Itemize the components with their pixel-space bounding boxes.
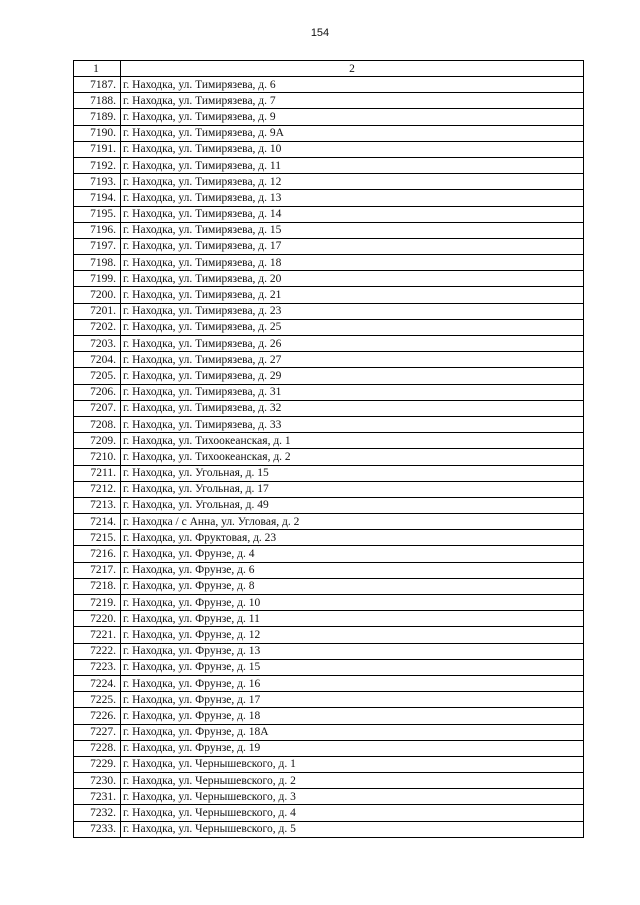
address-cell: г. Находка, ул. Фрунзе, д. 10: [121, 595, 584, 611]
table-body: [74, 61, 584, 838]
table-row: [74, 805, 584, 821]
row-number-cell: 7217.: [74, 562, 121, 578]
table-row: [74, 174, 584, 190]
row-number-cell: 7196.: [74, 222, 121, 238]
table-row: [74, 109, 584, 125]
table-row: [74, 416, 584, 432]
address-cell: г. Находка, ул. Чернышевского, д. 1: [121, 756, 584, 772]
row-number-cell: 7210.: [74, 449, 121, 465]
table-row: [74, 384, 584, 400]
table-row: [74, 497, 584, 513]
row-number-cell: 7203.: [74, 336, 121, 352]
address-cell: г. Находка, ул. Фрунзе, д. 19: [121, 740, 584, 756]
page-number: 154: [310, 27, 330, 39]
address-cell: г. Находка, ул. Фрунзе, д. 8: [121, 578, 584, 594]
table-row: [74, 708, 584, 724]
address-cell: г. Находка, ул. Тимирязева, д. 9А: [121, 125, 584, 141]
address-cell: г. Находка, ул. Тимирязева, д. 25: [121, 319, 584, 335]
address-cell: г. Находка, ул. Угольная, д. 49: [121, 497, 584, 513]
address-cell: г. Находка, ул. Фрунзе, д. 15: [121, 659, 584, 675]
table-row: [74, 433, 584, 449]
table-row: [74, 141, 584, 157]
table-row: [74, 659, 584, 675]
address-cell: г. Находка, ул. Тимирязева, д. 18: [121, 255, 584, 271]
address-cell: г. Находка, ул. Тимирязева, д. 10: [121, 141, 584, 157]
row-number-cell: 7233.: [74, 821, 121, 837]
table-row: [74, 481, 584, 497]
table-row: [74, 789, 584, 805]
row-number-cell: 7211.: [74, 465, 121, 481]
table-row: [74, 514, 584, 530]
address-cell: г. Находка, ул. Тимирязева, д. 17: [121, 238, 584, 254]
row-number-cell: 7200.: [74, 287, 121, 303]
row-number-cell: 7201.: [74, 303, 121, 319]
address-cell: г. Находка, ул. Тимирязева, д. 29: [121, 368, 584, 384]
address-cell: г. Находка, ул. Чернышевского, д. 3: [121, 789, 584, 805]
row-number-cell: 7197.: [74, 238, 121, 254]
column-header-address: 2: [121, 61, 584, 77]
address-cell: г. Находка, ул. Тимирязева, д. 20: [121, 271, 584, 287]
table-row: [74, 692, 584, 708]
row-number-cell: 7228.: [74, 740, 121, 756]
table-row: [74, 724, 584, 740]
row-number-cell: 7218.: [74, 578, 121, 594]
address-cell: г. Находка, ул. Тимирязева, д. 23: [121, 303, 584, 319]
address-cell: г. Находка, ул. Чернышевского, д. 5: [121, 821, 584, 837]
address-cell: г. Находка, ул. Тихоокеанская, д. 1: [121, 433, 584, 449]
table-row: [74, 821, 584, 837]
table-row: [74, 352, 584, 368]
address-cell: г. Находка, ул. Фрунзе, д. 4: [121, 546, 584, 562]
table-row: [74, 303, 584, 319]
table-row: [74, 578, 584, 594]
row-number-cell: 7225.: [74, 692, 121, 708]
row-number-cell: 7220.: [74, 611, 121, 627]
row-number-cell: 7195.: [74, 206, 121, 222]
row-number-cell: 7230.: [74, 773, 121, 789]
address-cell: г. Находка, ул. Тимирязева, д. 12: [121, 174, 584, 190]
row-number-cell: 7222.: [74, 643, 121, 659]
row-number-cell: 7232.: [74, 805, 121, 821]
table-row: [74, 271, 584, 287]
table-row: [74, 125, 584, 141]
row-number-cell: 7227.: [74, 724, 121, 740]
table-row: [74, 595, 584, 611]
table-row: [74, 756, 584, 772]
row-number-cell: 7208.: [74, 416, 121, 432]
table-row: [74, 190, 584, 206]
address-cell: г. Находка, ул. Тимирязева, д. 27: [121, 352, 584, 368]
address-cell: г. Находка, ул. Угольная, д. 15: [121, 465, 584, 481]
table-row: [74, 740, 584, 756]
table-row: [74, 611, 584, 627]
row-number-cell: 7189.: [74, 109, 121, 125]
row-number-cell: 7216.: [74, 546, 121, 562]
address-table: [73, 60, 584, 838]
row-number-cell: 7219.: [74, 595, 121, 611]
row-number-cell: 7221.: [74, 627, 121, 643]
row-number-cell: 7206.: [74, 384, 121, 400]
table-row: [74, 675, 584, 691]
table-row: [74, 93, 584, 109]
address-cell: г. Находка, ул. Тимирязева, д. 26: [121, 336, 584, 352]
row-number-cell: 7187.: [74, 77, 121, 93]
table-row: [74, 562, 584, 578]
row-number-cell: 7191.: [74, 141, 121, 157]
row-number-cell: 7213.: [74, 497, 121, 513]
row-number-cell: 7193.: [74, 174, 121, 190]
table-header-row: [74, 61, 584, 77]
address-cell: г. Находка, ул. Фруктовая, д. 23: [121, 530, 584, 546]
row-number-cell: 7207.: [74, 400, 121, 416]
table-row: [74, 319, 584, 335]
address-cell: г. Находка, ул. Фрунзе, д. 13: [121, 643, 584, 659]
table-row: [74, 643, 584, 659]
table-row: [74, 465, 584, 481]
table-row: [74, 400, 584, 416]
address-cell: г. Находка, ул. Тимирязева, д. 32: [121, 400, 584, 416]
row-number-cell: 7224.: [74, 675, 121, 691]
table-row: [74, 255, 584, 271]
table-row: [74, 449, 584, 465]
address-cell: г. Находка, ул. Угольная, д. 17: [121, 481, 584, 497]
address-cell: г. Находка, ул. Тимирязева, д. 6: [121, 77, 584, 93]
table-row: [74, 773, 584, 789]
table-row: [74, 336, 584, 352]
row-number-cell: 7215.: [74, 530, 121, 546]
address-cell: г. Находка, ул. Тимирязева, д. 21: [121, 287, 584, 303]
row-number-cell: 7209.: [74, 433, 121, 449]
table-row: [74, 157, 584, 173]
address-cell: г. Находка, ул. Чернышевского, д. 4: [121, 805, 584, 821]
address-cell: г. Находка / с Анна, ул. Угловая, д. 2: [121, 514, 584, 530]
address-cell: г. Находка, ул. Тимирязева, д. 15: [121, 222, 584, 238]
address-cell: г. Находка, ул. Тимирязева, д. 7: [121, 93, 584, 109]
address-cell: г. Находка, ул. Фрунзе, д. 16: [121, 675, 584, 691]
address-cell: г. Находка, ул. Тимирязева, д. 31: [121, 384, 584, 400]
row-number-cell: 7204.: [74, 352, 121, 368]
row-number-cell: 7194.: [74, 190, 121, 206]
row-number-cell: 7226.: [74, 708, 121, 724]
table-row: [74, 546, 584, 562]
address-cell: г. Находка, ул. Тимирязева, д. 14: [121, 206, 584, 222]
row-number-cell: 7190.: [74, 125, 121, 141]
address-cell: г. Находка, ул. Фрунзе, д. 18А: [121, 724, 584, 740]
table-row: [74, 206, 584, 222]
address-cell: г. Находка, ул. Чернышевского, д. 2: [121, 773, 584, 789]
address-cell: г. Находка, ул. Фрунзе, д. 6: [121, 562, 584, 578]
table-row: [74, 287, 584, 303]
row-number-cell: 7229.: [74, 756, 121, 772]
row-number-cell: 7199.: [74, 271, 121, 287]
column-header-number: 1: [74, 61, 121, 77]
table-row: [74, 222, 584, 238]
table-row: [74, 238, 584, 254]
table-row: [74, 627, 584, 643]
address-cell: г. Находка, ул. Тихоокеанская, д. 2: [121, 449, 584, 465]
row-number-cell: 7231.: [74, 789, 121, 805]
address-cell: г. Находка, ул. Тимирязева, д. 11: [121, 157, 584, 173]
table-row: [74, 368, 584, 384]
row-number-cell: 7198.: [74, 255, 121, 271]
row-number-cell: 7205.: [74, 368, 121, 384]
row-number-cell: 7202.: [74, 319, 121, 335]
row-number-cell: 7188.: [74, 93, 121, 109]
row-number-cell: 7212.: [74, 481, 121, 497]
address-cell: г. Находка, ул. Фрунзе, д. 11: [121, 611, 584, 627]
row-number-cell: 7214.: [74, 514, 121, 530]
address-cell: г. Находка, ул. Фрунзе, д. 18: [121, 708, 584, 724]
row-number-cell: 7192.: [74, 157, 121, 173]
table-row: [74, 77, 584, 93]
address-cell: г. Находка, ул. Тимирязева, д. 13: [121, 190, 584, 206]
address-cell: г. Находка, ул. Фрунзе, д. 17: [121, 692, 584, 708]
row-number-cell: 7223.: [74, 659, 121, 675]
address-cell: г. Находка, ул. Тимирязева, д. 9: [121, 109, 584, 125]
address-cell: г. Находка, ул. Тимирязева, д. 33: [121, 416, 584, 432]
table-row: [74, 530, 584, 546]
address-cell: г. Находка, ул. Фрунзе, д. 12: [121, 627, 584, 643]
